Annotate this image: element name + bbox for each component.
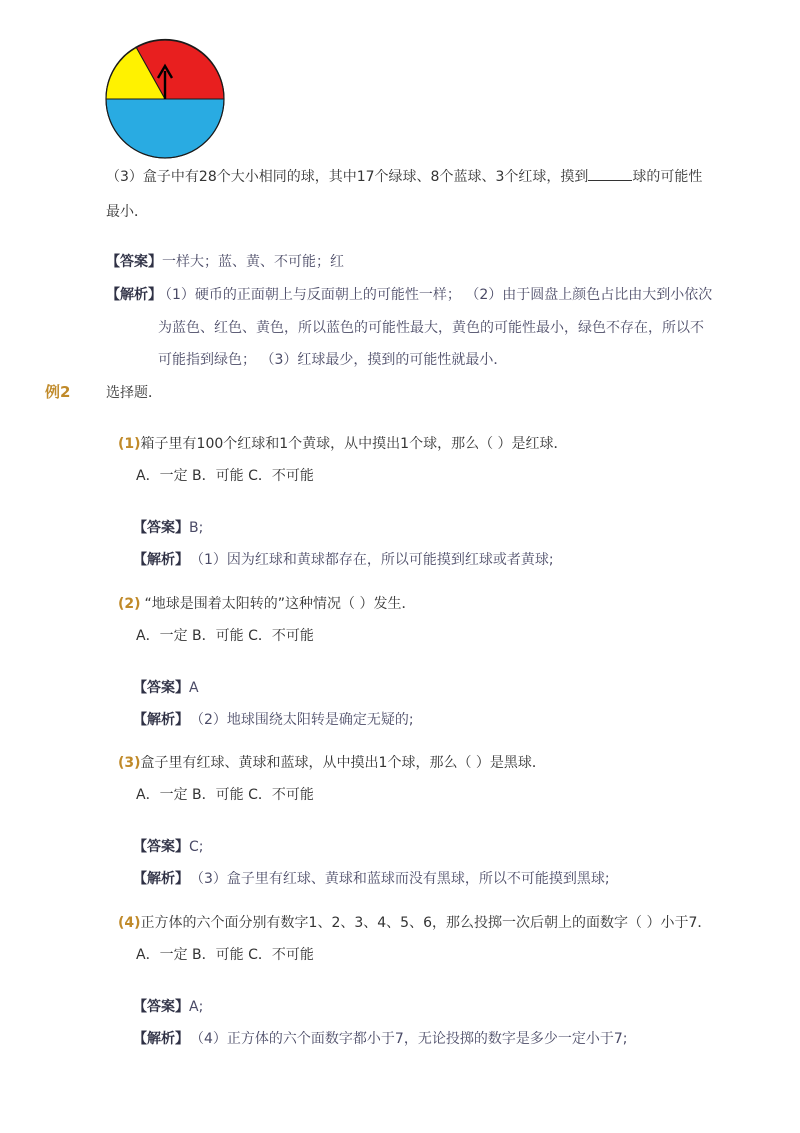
analysis-label: 【解析】 <box>133 712 189 728</box>
answer-blank <box>588 168 632 181</box>
item-1-analysis <box>133 549 554 569</box>
item-4-analysis <box>133 1028 627 1048</box>
q3-text-a: （3）盒子中有28个大小相同的球，其中17个绿球、8个蓝球、3个红球，摸到 <box>106 169 589 185</box>
q3-text-b: 球的可能性 <box>632 169 703 185</box>
answer-text: C; <box>189 839 204 855</box>
item-4-options: A．一定 B．可能 C．不可能 <box>136 947 314 963</box>
analysis-label: 【解析】 <box>133 552 189 568</box>
item-3-options: A．一定 B．可能 C．不可能 <box>136 787 314 803</box>
analysis-text: （1）因为红球和黄球都存在，所以可能摸到红球或者黄球; <box>197 552 554 568</box>
question-text: 箱子里有100个红球和1个黄球，从中摸出1个球，那么（ ）是红球． <box>140 436 568 452</box>
item-number: (2) <box>118 596 141 612</box>
item-2-answer <box>133 677 199 697</box>
answer-label: 【答案】 <box>106 254 162 270</box>
question-text: 正方体的六个面分别有数字1、2、3、4、5、6，那么投掷一次后朝上的面数字（ ）小于7． <box>140 915 712 931</box>
analysis-label: 【解析】 <box>133 1031 189 1047</box>
item-3-analysis <box>133 868 610 888</box>
prev-answer <box>106 251 344 271</box>
analysis-label: 【解析】 <box>106 287 162 303</box>
item-3-question <box>118 752 546 772</box>
example-title: 例2 <box>45 383 71 401</box>
example-prompt: 选择题． <box>106 385 162 401</box>
analysis-line-2: 为蓝色、红色、黄色，所以蓝色的可能性最大，黄色的可能性最小，绿色不存在，所以不 <box>158 320 704 336</box>
answer-text: A <box>189 680 199 696</box>
item-1-options: A．一定 B．可能 C．不可能 <box>136 468 314 484</box>
item-4-question <box>118 912 711 932</box>
prev-analysis <box>106 284 162 304</box>
answer-label: 【答案】 <box>133 680 189 696</box>
item-2-options: A．一定 B．可能 C．不可能 <box>136 628 314 644</box>
analysis-text: （2）地球围绕太阳转是确定无疑的; <box>197 712 414 728</box>
analysis-line-3: 可能指到绿色； （3）红球最少，摸到的可能性就最小． <box>158 352 508 368</box>
item-1-answer <box>133 517 203 537</box>
question-text: 盒子里有红球、黄球和蓝球，从中摸出1个球，那么（ ）是黑球． <box>140 755 546 771</box>
answer-text: 一样大；蓝、黄、不可能；红 <box>162 254 344 270</box>
item-number: (4) <box>118 915 141 931</box>
item-4-answer <box>133 996 203 1016</box>
item-1-question <box>118 433 568 453</box>
item-2-analysis <box>133 709 414 729</box>
answer-label: 【答案】 <box>133 520 189 536</box>
spinner-blue-sector <box>106 99 224 158</box>
spinner-figure <box>103 37 227 161</box>
analysis-label: 【解析】 <box>133 871 189 887</box>
item-number: (3) <box>118 755 141 771</box>
item-number: (1) <box>118 436 141 452</box>
answer-text: A; <box>189 999 204 1015</box>
q3-line2: 最小． <box>106 204 148 220</box>
answer-label: 【答案】 <box>133 839 189 855</box>
question-text: “地球是围着太阳转的”这种情况（ ）发生． <box>144 596 416 612</box>
answer-label: 【答案】 <box>133 999 189 1015</box>
analysis-text: （3）盒子里有红球、黄球和蓝球而没有黑球，所以不可能摸到黑球; <box>197 871 610 887</box>
item-3-answer <box>133 836 204 856</box>
answer-text: B; <box>189 520 204 536</box>
analysis-line-1: （1）硬币的正面朝上与反面朝上的可能性一样； （2）由于圆盘上颜色占比由大到小依次 <box>158 287 713 303</box>
item-2-question <box>118 593 416 613</box>
analysis-text: （4）正方体的六个面数字都小于7，无论投掷的数字是多少一定小于7; <box>197 1031 628 1047</box>
q3-line1 <box>106 166 702 186</box>
